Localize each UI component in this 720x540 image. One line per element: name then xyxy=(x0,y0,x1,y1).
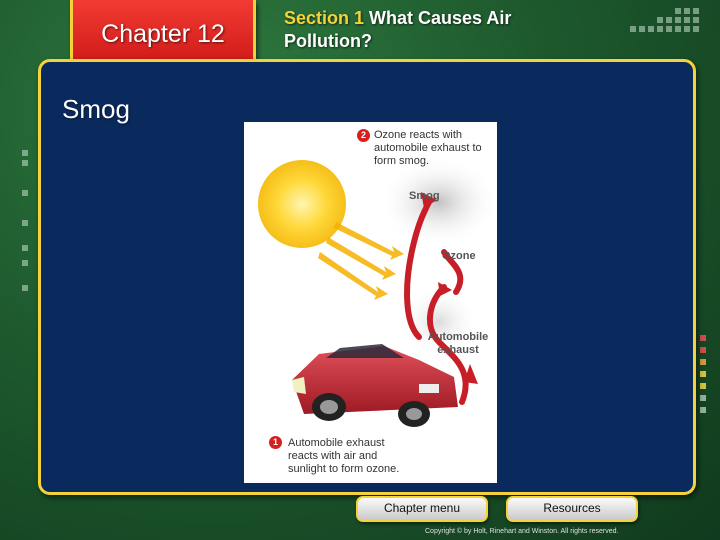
step-2-text: Ozone reacts with automobile exhaust to form smog. xyxy=(374,129,482,167)
step-1-text: Automobile exhaust reacts with air and sunlight to form ozone. xyxy=(288,437,400,475)
section-title-text: What Causes Air Pollution? xyxy=(284,8,512,51)
top-right-dot-grid xyxy=(630,8,710,38)
right-dot-grid xyxy=(700,335,714,430)
smog-diagram xyxy=(244,122,497,483)
smog-label: Smog xyxy=(409,190,440,202)
left-dot-grid xyxy=(22,150,36,300)
chapter-title: Chapter 12 xyxy=(101,20,225,48)
slide-heading: Smog xyxy=(62,94,130,124)
smog-illustration xyxy=(244,122,497,483)
chapter-menu-button[interactable]: Chapter menu xyxy=(356,496,488,522)
ozone-label: Ozone xyxy=(442,250,476,262)
step-1-badge: 1 xyxy=(269,436,282,449)
resources-button[interactable]: Resources xyxy=(506,496,638,522)
automobile-exhaust-label: Automobile exhaust xyxy=(427,331,489,356)
sun xyxy=(258,160,346,248)
copyright-notice: Copyright © by Holt, Rinehart and Winston. All rights reserved. xyxy=(425,528,619,535)
section-number: Section 1 xyxy=(284,8,365,28)
section-title xyxy=(284,7,574,53)
step-2-badge: 2 xyxy=(357,129,370,142)
